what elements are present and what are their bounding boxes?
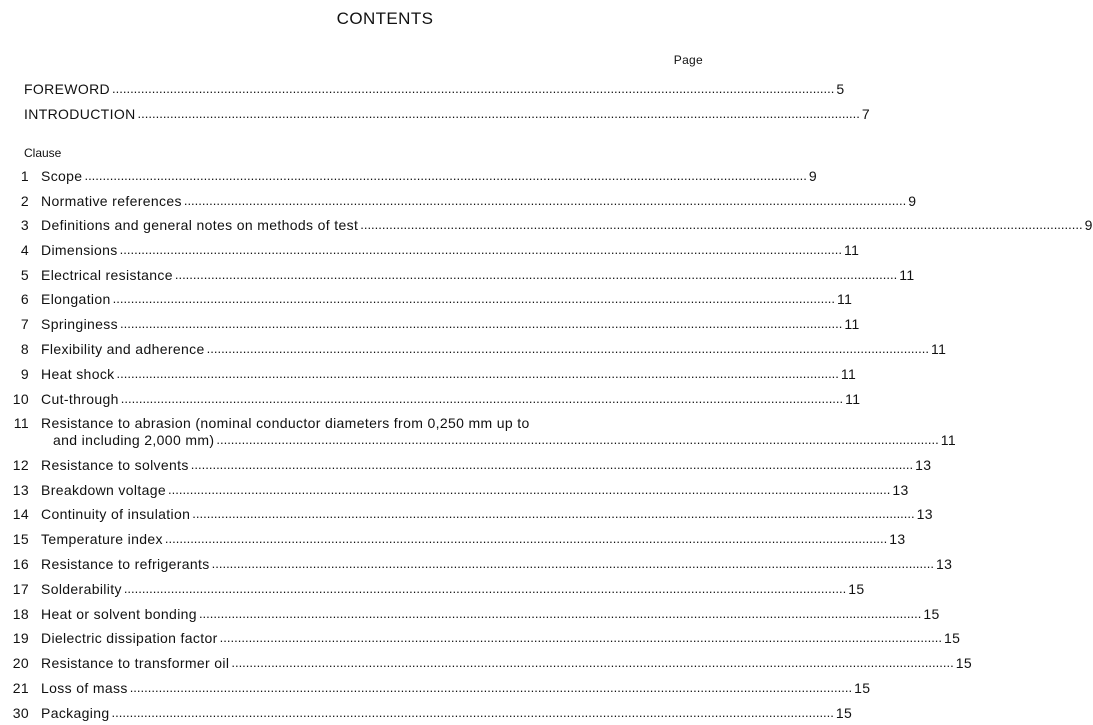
toc-entry-text: INTRODUCTION [24,106,136,122]
clause-title: Flexibility and adherence [41,341,205,357]
toc-clause-16[interactable] [0,555,953,573]
toc-clause-21[interactable] [0,679,871,697]
clause-title: Dielectric dissipation factor [41,630,218,646]
toc-clause-18[interactable] [0,605,940,623]
toc-clause-11-continuation[interactable] [0,431,956,449]
toc-clause-8[interactable] [0,340,947,358]
clause-page: 15 [835,705,853,721]
clause-column-label: Clause [24,146,62,160]
clause-title: Definitions and general notes on methods of test [41,217,359,233]
clause-page: 15 [923,606,940,622]
clause-page: 11 [899,267,915,283]
clause-page: 11 [844,242,860,258]
clause-number: 20 [12,655,29,671]
leader-dots: ........................................................................................................................................................................................................ [137,106,860,121]
toc-clause-14[interactable] [0,505,933,523]
leader-dots: ........................................................................................................................................................................................................ [190,457,914,472]
toc-clause-10[interactable] [0,390,861,408]
toc-clause-12[interactable] [0,456,932,474]
clause-title: Cut-through [41,391,119,407]
clause-title: Continuity of insulation [41,506,191,522]
leader-dots: ........................................................................................................................................................................................................ [183,193,907,208]
leader-dots: ........................................................................................................................................................................................................ [84,168,807,183]
clause-page: 13 [889,531,906,547]
toc-entry-introduction[interactable] [0,105,871,123]
toc-clause-5[interactable] [0,266,915,284]
leader-dots: ........................................................................................................................................................................................................ [231,655,954,670]
toc-clause-9[interactable] [0,365,857,383]
clause-number: 11 [13,415,29,431]
toc-clause-11[interactable] [0,414,703,432]
clause-page: 15 [955,655,972,671]
leader-dots: ........................................................................................................................................................................................................ [198,606,922,621]
clause-title: Heat shock [41,366,115,382]
clause-title: Springiness [41,316,119,332]
clause-title: Resistance to refrigerants [41,556,210,572]
leader-dots: ........................................................................................................................................................................................................ [192,506,915,521]
clause-page: 11 [931,341,947,357]
clause-page: 13 [936,556,953,572]
toc-clause-20[interactable] [0,654,972,672]
clause-page: 11 [840,366,857,382]
leader-dots: ........................................................................................................................................................................................................ [120,391,844,406]
leader-dots: ........................................................................................................................................................................................................ [112,81,835,96]
toc-clause-1[interactable] [0,167,817,185]
clause-title: Solderability [41,581,122,597]
toc-clause-6[interactable] [0,290,853,308]
clause-title: Dimensions [41,242,118,258]
clause-page: 9 [1084,217,1093,233]
clause-title: Resistance to abrasion (nominal conductor diameters from 0,250 mm up to [41,415,530,431]
leader-dots: ........................................................................................................................................................................................................ [123,581,847,596]
clause-page: 15 [944,630,961,646]
clause-number: 9 [20,366,29,382]
clause-page: 15 [854,680,871,696]
leader-dots: ........................................................................................................................................................................................................ [164,531,888,546]
clause-title: Heat or solvent bonding [41,606,197,622]
toc-entry-page: 5 [836,81,845,97]
toc-entry-foreword[interactable] [0,80,845,98]
leader-dots: ........................................................................................................................................................................................................ [112,291,836,306]
clause-number: 17 [12,581,29,597]
clause-title: Normative references [41,193,182,209]
leader-dots: ........................................................................................................................................................................................................ [111,705,834,720]
toc-clause-17[interactable] [0,580,865,598]
clause-page: 13 [916,506,933,522]
clause-number: 7 [20,316,29,332]
clause-page: 15 [848,581,865,597]
clause-page: 9 [908,193,917,209]
leader-dots: ........................................................................................................................................................................................................ [216,432,939,447]
leader-dots: ........................................................................................................................................................................................................ [168,482,891,497]
leader-dots: ........................................................................................................................................................................................................ [129,680,853,695]
clause-number: 2 [20,193,29,209]
leader-dots: ........................................................................................................................................................................................................ [119,242,843,257]
clause-title: Loss of mass [41,680,128,696]
clause-number: 21 [12,680,29,696]
clause-title: Resistance to transformer oil [41,655,230,671]
clause-title: Elongation [41,291,111,307]
clause-number: 4 [20,242,29,258]
clause-number: 5 [20,267,29,283]
clause-number: 19 [12,630,29,646]
clause-number: 13 [12,482,29,498]
clause-number: 18 [12,606,29,622]
clause-number: 8 [20,341,29,357]
toc-entry-text: FOREWORD [24,81,111,97]
clause-number: 10 [12,391,29,407]
clause-page: 11 [940,432,956,448]
leader-dots: ........................................................................................................................................................................................................ [211,556,934,571]
toc-clause-19[interactable] [0,629,961,647]
leader-dots: ........................................................................................................................................................................................................ [219,630,943,645]
toc-clause-7[interactable] [0,315,860,333]
leader-dots: ........................................................................................................................................................................................................ [206,341,929,356]
clause-number: 14 [12,506,29,522]
toc-clause-13[interactable] [0,481,909,499]
page-title: CONTENTS [336,9,434,28]
clause-title: Scope [41,168,83,184]
page-column-label: Page [673,53,703,67]
leader-dots: ........................................................................................................................................................................................................ [174,267,898,282]
clause-page: 11 [837,291,853,307]
toc-entry-page: 7 [861,106,871,122]
clause-page: 11 [844,316,860,332]
clause-title: Temperature index [41,531,163,547]
clause-page: 9 [808,168,817,184]
clause-title: Electrical resistance [41,267,173,283]
clause-page: 13 [892,482,909,498]
leader-dots: ........................................................................................................................................................................................................ [360,217,1083,232]
clause-title-continuation: and including 2,000 mm) [53,432,215,448]
clause-title: Breakdown voltage [41,482,167,498]
clause-number: 16 [12,556,29,572]
clause-number: 3 [20,217,29,233]
clause-number: 30 [12,705,29,721]
toc-clause-3[interactable] [0,216,1093,234]
clause-number: 1 [20,168,29,184]
toc-clause-4[interactable] [0,241,860,259]
toc-clause-2[interactable] [0,192,917,210]
toc-clause-30[interactable] [0,704,853,722]
leader-dots: ........................................................................................................................................................................................................ [120,316,843,331]
clause-page: 11 [845,391,861,407]
clause-title: Packaging [41,705,110,721]
clause-number: 15 [12,531,29,547]
clause-number: 12 [12,457,29,473]
leader-dots: ........................................................................................................................................................................................................ [116,366,839,381]
clause-number: 6 [20,291,29,307]
toc-clause-15[interactable] [0,530,906,548]
clause-page: 13 [915,457,932,473]
clause-title: Resistance to solvents [41,457,189,473]
